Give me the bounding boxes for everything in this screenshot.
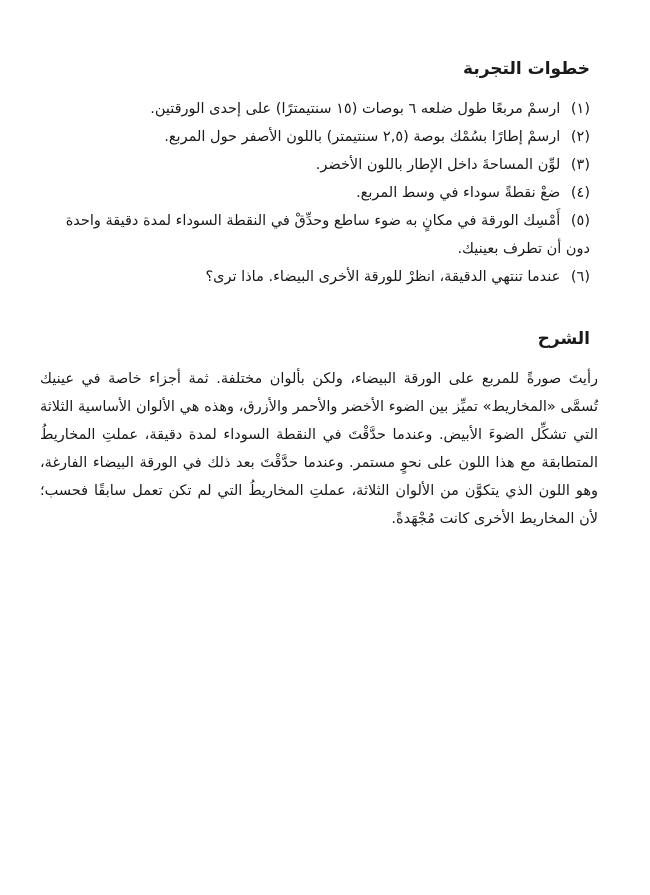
step-item: [40, 179, 608, 207]
step-number: (١): [570, 101, 590, 117]
step-number: (٤): [570, 185, 590, 201]
step-item: [40, 263, 608, 291]
experiment-steps-heading: خطوات التجربة: [463, 59, 590, 79]
step-text: عندما تنتهي الدقيقة، انظرْ للورقة الأخرى البيضاء. ماذا ترى؟: [205, 269, 561, 285]
experiment-steps-list: [40, 95, 608, 291]
step-text: ارسمْ مربعًا طول ضلعه ٦ بوصات (١٥ سنتيمترًا) على إحدى الورقتين.: [150, 101, 561, 117]
step-number: (٢): [570, 129, 590, 145]
step-item: [40, 123, 608, 151]
step-text: لوِّن المساحةَ داخل الإطار باللون الأخضر.: [315, 157, 561, 173]
step-text: ارسمْ إطارًا بسُمْك بوصة (٢,٥ سنتيمتر) باللون الأصفر حول المربع.: [164, 129, 561, 145]
step-text: أَمْسِك الورقة في مكانٍ به ضوء ساطع وحدِّقْ في النقطة السوداء لمدة دقيقة واحدة دون أن تطرف بعينيك.: [65, 213, 590, 257]
step-item: [40, 207, 608, 263]
explanation-heading: الشرح: [537, 329, 590, 349]
step-item: [40, 151, 608, 179]
step-number: (٣): [570, 157, 590, 173]
explanation-paragraph: رأيتَ صورةً للمربع على الورقة البيضاء، ولكن بألوان مختلفة. ثمة أجزاء خاصة في عينيك تُسمَّى «المخاريط» تميِّز بين الضوء الأخضر والأحمر والأزرق، وهذه هي الألوان الأساسية الثلاثة التي تشكِّل الضوءَ الأبيض. وعندما حدَّقْتَ في النقطة السوداء لمدة دقيقة، عملتِ المخاريطُ المتطابقة مع هذا اللون على نحوٍ مستمر. وعندما حدَّقْتَ بعد ذلك في الورقة البيضاء الفارغة، وهو اللون الذي يتكوَّن من الألوان الثلاثة، عملتِ المخاريطُ التي لم تكن تعمل سابقًا فحسب؛ لأن المخاريط الأخرى كانت مُجْهَدةً.: [40, 371, 598, 527]
step-text: ضعْ نقطةً سوداء في وسط المربع.: [356, 185, 561, 201]
step-number: (٦): [570, 269, 590, 285]
step-number: (٥): [570, 213, 590, 229]
step-item: [40, 95, 608, 123]
